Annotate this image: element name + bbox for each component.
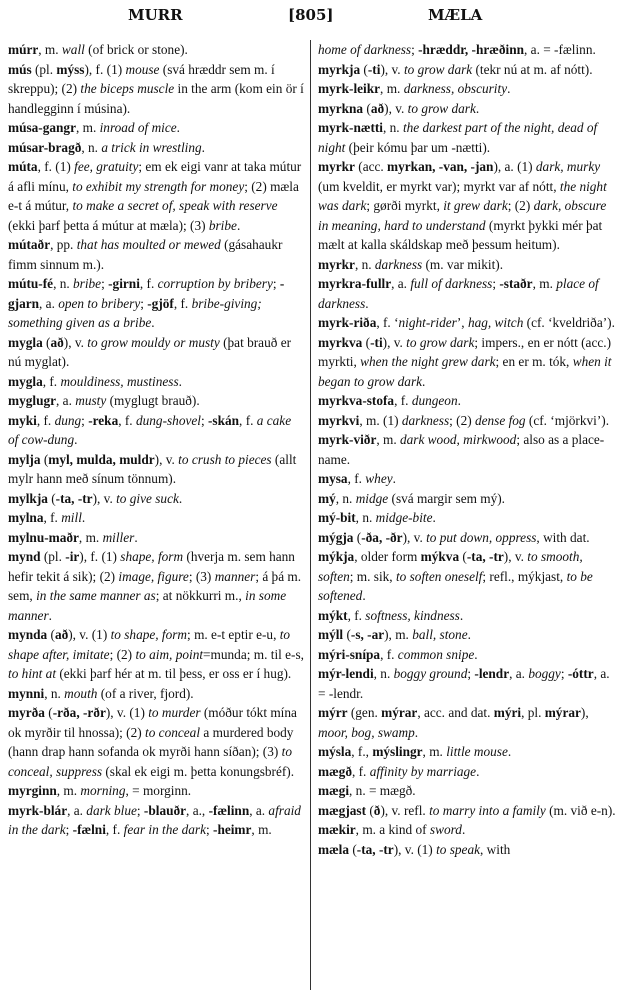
dictionary-entry: mylnu-maðr, m. miller.: [8, 529, 138, 545]
dictionary-entry: múrr, m. wall (of brick or stone).: [8, 42, 188, 57]
dictionary-entry: mýsla, f., mýslingr, m. little mouse.: [318, 744, 512, 759]
dictionary-entry: myrk-blár, a. dark blue; -blauðr, a., -fælinn, a. afraid in the dark; -fælni, f. fear in the dark; -heimr, m.: [8, 802, 301, 837]
header-last-word: MÆLA: [428, 6, 483, 24]
dictionary-entry: mygla (að), v. to grow mouldy or musty (þat brauð er nú myglat).: [8, 334, 292, 369]
dictionary-entry: home of darkness; -hræddr, -hræðinn, a. = -fælinn.: [318, 42, 596, 57]
dictionary-entry: mygla, f. mouldiness, mustiness.: [8, 373, 182, 389]
dictionary-entry: myrkna (að), v. to grow dark.: [318, 100, 480, 116]
dictionary-entry: myrk-leikr, m. darkness, obscurity.: [318, 81, 511, 96]
dictionary-entry: myrkvi, m. (1) darkness; (2) dense fog (cf. ‘mjörkvi’).: [318, 412, 610, 428]
dictionary-entry: mýgja (-ða, -ðr), v. to put down, oppress, with dat.: [318, 529, 590, 545]
dictionary-entry: myki, f. dung; -reka, f. dung-shovel; -skán, f. a cake of cow-dung.: [8, 412, 292, 447]
page-number: [805]: [288, 6, 334, 24]
dictionary-entry: myrginn, m. morning, = morginn.: [8, 783, 192, 798]
dictionary-entry: mylja (myl, mulda, muldr), v. to crush to pieces (allt mylr hann með sínum tönnum).: [8, 451, 297, 486]
left-column: [8, 40, 304, 840]
dictionary-entry: myrk-riða, f. ‘night-rider’, hag, witch (cf. ‘kveldriða’).: [318, 315, 615, 330]
dictionary-entry: mús (pl. mýss), f. (1) mouse (svá hræddr sem m. í skreppu); (2) the biceps muscle in the arm (kom ein ör í handlegginn í músina).: [8, 61, 304, 116]
dictionary-entry: myrkr, n. darkness (m. var mikit).: [318, 256, 504, 272]
right-column: [318, 40, 616, 859]
dictionary-entry: myrða (-rða, -rðr), v. (1) to murder (móður tókt mína ok myrðir til hnossa); (2) to conceal a murdered body (hann drap hann sofanda ok myrði hann síðan); (3) to conceal, suppress (skal ek eigi m. þetta konungsbréf).: [8, 705, 297, 779]
dictionary-entry: mægi, n. = mægð.: [318, 783, 416, 798]
dictionary-entry: músar-bragð, n. a trick in wrestling.: [8, 139, 205, 155]
dictionary-entry: myrkva (-ti), v. to grow dark; impers., en er nótt (acc.) myrkti, when the night grew dark; en er m. tók, when it began to grow dark.: [318, 334, 612, 389]
dictionary-entry: myrkra-fullr, a. full of darkness; -staðr, m. place of darkness.: [318, 276, 599, 311]
dictionary-entry: mæla (-ta, -tr), v. (1) to speak, with: [318, 841, 511, 857]
column-divider: [310, 40, 311, 990]
dictionary-entry: mylkja (-ta, -tr), v. to give suck.: [8, 490, 183, 506]
dictionary-entry: mýrr (gen. mýrar, acc. and dat. mýri, pl. mýrar), moor, bog, swamp.: [318, 705, 589, 740]
dictionary-entry: myrkva-stofa, f. dungeon.: [318, 393, 461, 408]
running-header: [0, 6, 625, 28]
dictionary-entry: myglugr, a. musty (myglugt brauð).: [8, 393, 200, 408]
dictionary-entry: mýkt, f. softness, kindness.: [318, 607, 464, 623]
dictionary-entry: mylna, f. mill.: [8, 510, 86, 525]
dictionary-entry: mýll (-s, -ar), m. ball, stone.: [318, 627, 471, 642]
dictionary-entry: múta, f. (1) fee, gratuity; em ek eigi vanr at taka mútur á afli mínu, to exhibit my strength for money; (2) mæla e-t á mútur, to make a secret of, speak with reserve (ekki þarf þetta á mútur at mæla); (3) bribe.: [8, 159, 302, 233]
dictionary-entry: mysa, f. whey.: [318, 471, 396, 486]
dictionary-entry: mýri-snípa, f. common snipe.: [318, 646, 478, 662]
dictionary-entry: mynd (pl. -ir), f. (1) shape, form (hverja m. sem hann hefir tekit á sik); (2) image, figure; (3) manner; á þá m. sem, in the same manner as; at nökkurri m., in some manner.: [8, 549, 302, 623]
dictionary-entry: mynda (að), v. (1) to shape, form; m. e-t eptir e-u, to shape after, imitate; (2) to aim, point=munda; m. til e-s, to hint at (ekki þarf hér at m. til þess, er oss er í hug).: [8, 627, 304, 681]
dictionary-entry: mægjast (ð), v. refl. to marry into a family (m. við e-n).: [318, 802, 616, 818]
dictionary-entry: mý-bit, n. midge-bite.: [318, 510, 436, 525]
dictionary-entry: myrkja (-ti), v. to grow dark (tekr nú at m. af nótt).: [318, 61, 593, 77]
dictionary-entry: músa-gangr, m. inroad of mice.: [8, 120, 180, 135]
dictionary-entry: mýr-lendi, n. boggy ground; -lendr, a. boggy; -óttr, a. = -lendr.: [318, 666, 610, 701]
header-first-word: MURR: [128, 6, 183, 24]
dictionary-entry: mútu-fé, n. bribe; -girni, f. corruption by bribery; -gjarn, a. open to bribery; -gjöf, f. bribe-giving; something given as a bribe.: [8, 276, 285, 330]
dictionary-entry: myrkr (acc. myrkan, -van, -jan), a. (1) dark, murky (um kveldit, er myrkt var); myrkt var af nótt, the night was dark; gørði myrkt, it grew dark; (2) dark, obscure in meaning, hard to understand (myrkt þykki mér þat mælt at kalla skáldskap með þessum heitum).: [318, 159, 607, 252]
dictionary-entry: mý, n. midge (svá margir sem mý).: [318, 490, 506, 506]
dictionary-entry: myrk-nætti, n. the darkest part of the night, dead of night (þeir kómu þar um -nætti).: [318, 120, 598, 155]
dictionary-entry: myrk-viðr, m. dark wood, mirkwood; also as a place-name.: [318, 432, 605, 467]
dictionary-entry: mægð, f. affinity by marriage.: [318, 763, 480, 779]
dictionary-entry: mútaðr, pp. that has moulted or mewed (gásahaukr fimm sinnum m.).: [8, 237, 283, 272]
dictionary-entry: mýkja, older form mýkva (-ta, -tr), v. to smooth, soften; m. sik, to soften oneself; refl., mýkjast, to be softened.: [318, 549, 593, 603]
dictionary-entry: mynni, n. mouth (of a river, fjord).: [8, 685, 194, 701]
dictionary-entry: mækir, m. a kind of sword.: [318, 822, 466, 837]
